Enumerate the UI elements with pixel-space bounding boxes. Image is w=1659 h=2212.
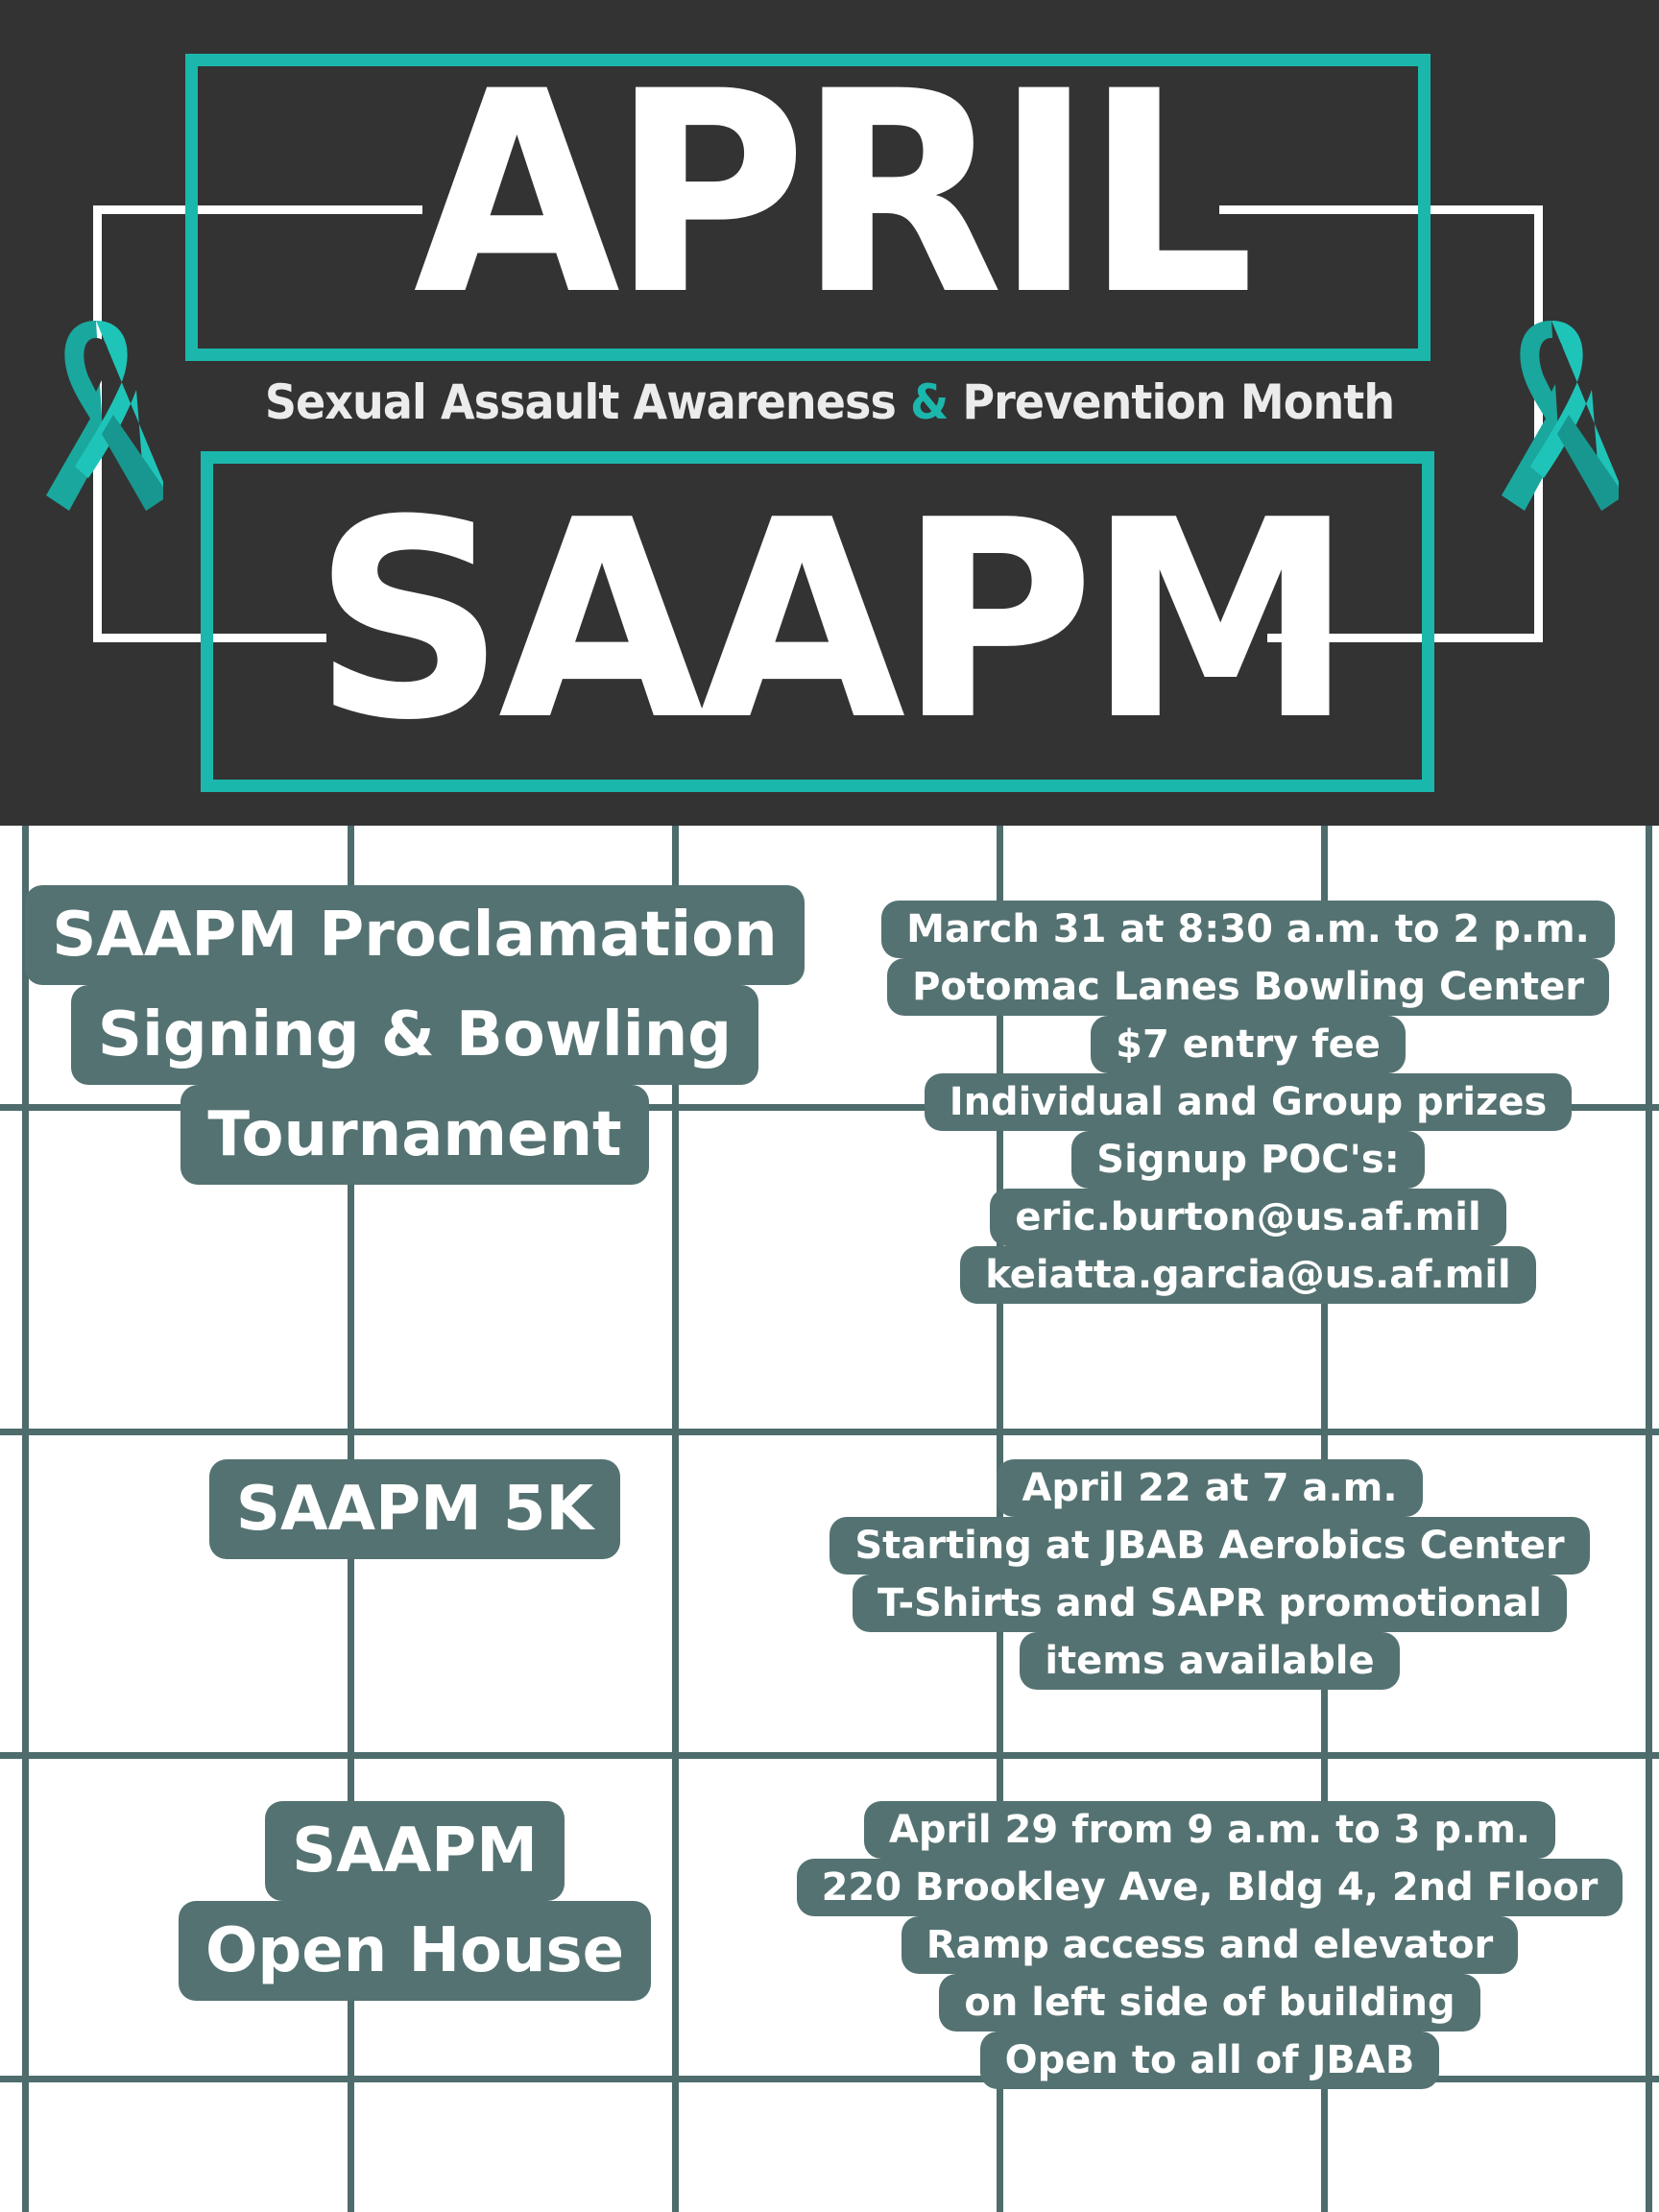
event-detail-line: Individual and Group prizes [925, 1073, 1573, 1131]
event-title [12, 885, 818, 1185]
event-title [12, 1459, 818, 1559]
month-heading: APRIL [413, 33, 1246, 356]
event-detail-line: April 29 from 9 a.m. to 3 p.m. [864, 1801, 1555, 1859]
event-detail-line: Starting at JBAB Aerobics Center [830, 1517, 1589, 1575]
event-title-line: Open House [179, 1901, 651, 2001]
awareness-ribbon-icon [29, 313, 163, 515]
acronym-heading: SAAPM [312, 462, 1347, 781]
event-detail-line: items available [1020, 1632, 1399, 1690]
event-title-line: SAAPM Proclamation [25, 885, 804, 985]
event-detail-line: Potomac Lanes Bowling Center [887, 958, 1609, 1016]
subtitle-ampersand: & [910, 374, 949, 430]
event-detail-line: Ramp access and elevator [902, 1916, 1519, 1974]
event-detail-line: April 22 at 7 a.m. [997, 1459, 1422, 1517]
grid-line [0, 1752, 1659, 1759]
event-detail-line: 220 Brookley Ave, Bldg 4, 2nd Floor [797, 1859, 1623, 1916]
header-banner [0, 0, 1659, 826]
event-detail-line: eric.burton@us.af.mil [990, 1189, 1505, 1246]
event-detail-line: on left side of building [939, 1974, 1479, 2032]
subtitle-pre: Sexual Assault Awareness [264, 374, 896, 430]
awareness-ribbon-icon [1484, 313, 1619, 515]
event-detail-line: Signup POC's: [1071, 1131, 1424, 1189]
event-detail-line: T-Shirts and SAPR promotional [853, 1575, 1567, 1632]
event-title-line: Tournament [180, 1085, 648, 1185]
event-title-line: SAAPM [265, 1801, 565, 1901]
event-details [826, 901, 1659, 1304]
event-details [787, 1459, 1632, 1690]
event-detail-line: March 31 at 8:30 a.m. to 2 p.m. [881, 901, 1615, 958]
event-detail-line: keiatta.garcia@us.af.mil [960, 1246, 1536, 1304]
event-title-line: SAAPM 5K [209, 1459, 620, 1559]
subtitle [66, 374, 1593, 430]
grid-line [0, 1429, 1659, 1435]
event-title [12, 1801, 818, 2001]
subtitle-post: Prevention Month [962, 374, 1395, 430]
event-detail-line: Open to all of JBAB [980, 2032, 1440, 2089]
event-title-line: Signing & Bowling [71, 985, 758, 1085]
event-detail-line: $7 entry fee [1091, 1016, 1406, 1073]
event-details [787, 1801, 1632, 2089]
